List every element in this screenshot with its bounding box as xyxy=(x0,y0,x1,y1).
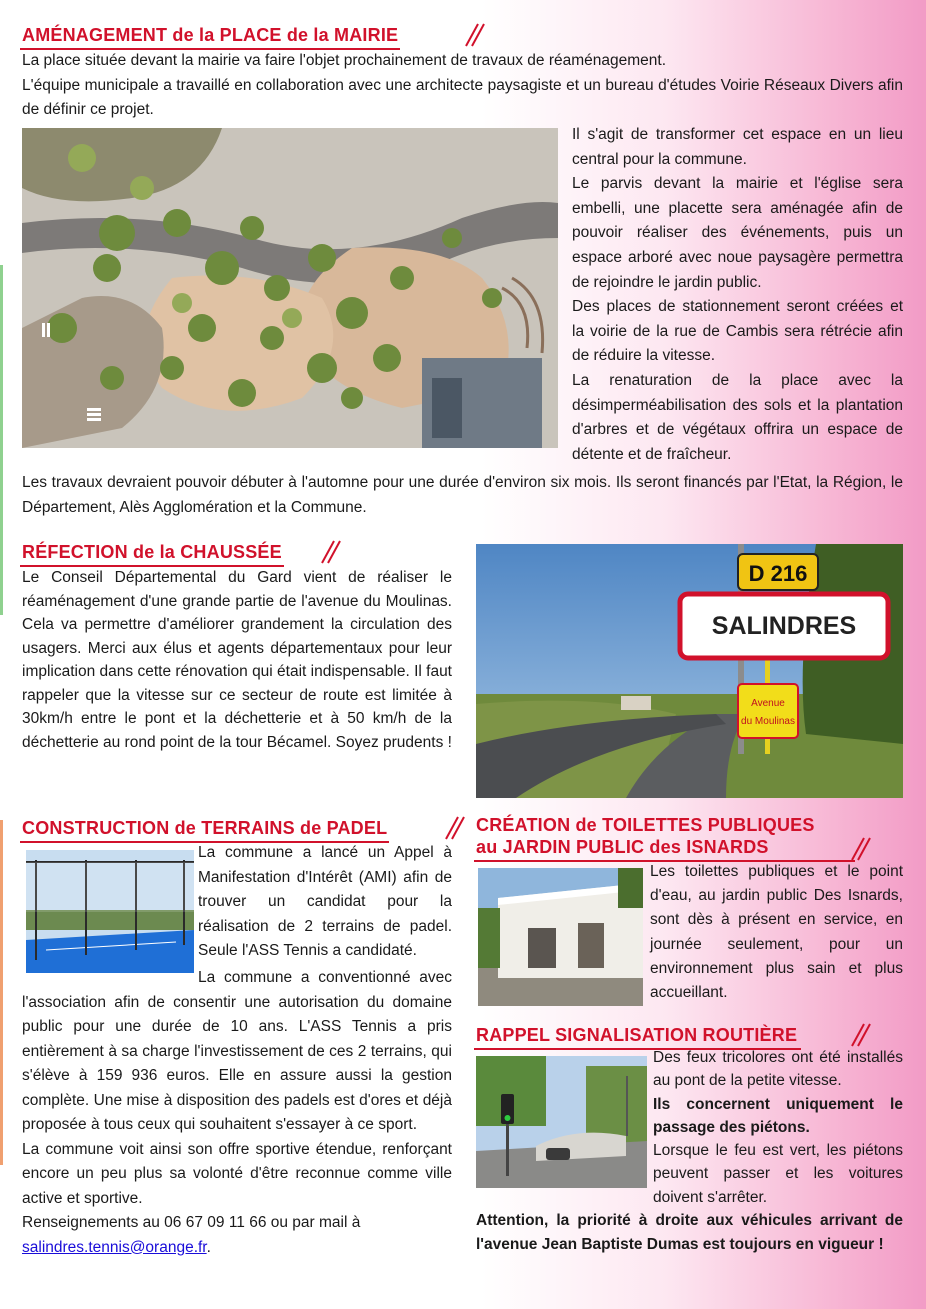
traffic-light-photo xyxy=(476,1056,647,1188)
place-plan-image xyxy=(22,128,558,448)
signalisation-p4: Attention, la priorité à droite aux véhicules arrivant de l'avenue Jean Baptiste Dumas est toujours en vigueur ! xyxy=(476,1212,903,1253)
toilettes-drawing xyxy=(478,868,643,1006)
padel-email-link[interactable]: salindres.tennis@orange.fr xyxy=(22,1238,207,1256)
place-side-p1: Il s'agit de transformer cet espace en un lieu central pour la commune. xyxy=(572,126,903,168)
signalisation-text xyxy=(653,1046,903,1209)
padel-contact-text: Renseignements au 06 67 09 11 66 ou par mail à xyxy=(22,1214,361,1231)
place-title: AMÉNAGEMENT de la PLACE de la MAIRIE xyxy=(22,25,399,45)
place-intro-line2: L'équipe municipale a travaillé en collaboration avec une architecte paysagiste et un bureau d'études Voirie Réseaux Divers afin de définir ce projet. xyxy=(22,76,903,119)
sign-road-number: D 216 xyxy=(748,561,808,586)
signalisation-title: RAPPEL SIGNALISATION ROUTIÈRE xyxy=(476,1025,798,1045)
place-outro-text: Les travaux devraient pouvoir débuter à l'automne pour une durée d'environ six mois. Ils seront financés par l'Etat, la Région, le Département, Alès Agglomération et la Commune. xyxy=(22,474,903,516)
traffic-light-drawing xyxy=(476,1056,647,1188)
chaussee-body: Le Conseil Départemental du Gard vient de réaliser le réaménagement d'une grande partie de l'avenue du Moulinas. Cela va permettre d'améliorer grandement la circulation des usagers. Merci aux élus et agents départementaux pour leur implication dans cette rénovation qui était indispensable. Il faut rappeler que la vitesse sur ce secteur de route est limitée à 30km/h entre le pont et la déchetterie et à 50 km/h de la déchetterie au rond point de la tour Bécamel. Soyez prudents ! xyxy=(22,569,452,751)
signalisation-warning xyxy=(476,1209,903,1256)
signalisation-p1: Des feux tricolores ont été installés au pont de la petite vitesse. xyxy=(653,1049,903,1090)
sign-street-line1: Avenue xyxy=(751,698,785,709)
padel-p2: La commune a conventionné avec l'association afin de consentir une autorisation du domaine public pour une durée de 10 ans. L'ASS Tennis a pris entièrement à sa charge l'investissement de ces 2 terrains, qui s'élève à 159 936 euros. Elle en assure aussi la gestion complète. Une mise à disposition des padels est d'ores et déjà proposée à tous ceux qui souhaitent s'essayer à ce sport. xyxy=(22,969,452,1133)
toilettes-text xyxy=(650,860,903,1005)
padel-p1-wrap xyxy=(198,841,452,964)
place-side-text xyxy=(572,123,903,467)
place-heading xyxy=(22,24,398,46)
padel-p2-wrap xyxy=(22,966,452,1138)
place-outro xyxy=(22,471,903,520)
left-accent-green xyxy=(0,265,3,615)
place-side-p3: Des places de stationnement seront créées et la voirie de la rue de Cambis sera rétrécie afin de réduire la vitesse. xyxy=(572,298,903,365)
road-sign-photo xyxy=(476,544,903,798)
toilettes-body: Les toilettes publiques et le point d'eau, au jardin public Des Isnards, sont dès à présent en service, en journée seulement, pour un environnement plus sain et plus accueillant. xyxy=(650,863,903,1002)
sign-street-line2: du Moulinas xyxy=(741,716,795,727)
road-sign-drawing xyxy=(476,544,903,798)
padel-p3: La commune voit ainsi son offre sportive étendue, renforçant encore un peu plus sa volonté d'être reconnue comme ville active et sportive. xyxy=(22,1140,452,1207)
padel-p1: La commune a lancé un Appel à Manifestation d'Intérêt (AMI) afin de trouver un candidat pour la réalisation de 2 terrains de padel. Seule l'ASS Tennis a candidaté. xyxy=(198,844,452,959)
aerial-plan-drawing xyxy=(22,128,558,448)
signalisation-heading xyxy=(476,1024,797,1046)
heading-slash-icon xyxy=(848,1022,872,1048)
left-accent-orange xyxy=(0,820,3,1165)
heading-slash-icon xyxy=(318,539,342,565)
sign-town-name: SALINDRES xyxy=(711,612,857,640)
signalisation-p2: Ils concernent uniquement le passage des piétons. xyxy=(653,1095,903,1136)
chaussee-title: RÉFECTION de la CHAUSSÉE xyxy=(22,542,282,562)
toilettes-heading xyxy=(476,814,815,858)
toilettes-photo xyxy=(478,868,643,1006)
place-side-p4: La renaturation de la place avec la désimperméabilisation des sols et la plantation d'arbres et de végétaux offrira un espace de détente et de fraîcheur. xyxy=(572,371,903,463)
heading-slash-icon xyxy=(462,22,486,48)
padel-text-lower xyxy=(22,966,452,1260)
padel-title: CONSTRUCTION de TERRAINS de PADEL xyxy=(22,818,388,838)
heading-slash-icon xyxy=(442,815,466,841)
signalisation-p3: Lorsque le feu est vert, les piétons peuvent passer et les voitures doivent s'arrêter. xyxy=(653,1142,903,1206)
padel-heading xyxy=(22,817,387,839)
toilettes-title-line1: CRÉATION de TOILETTES PUBLIQUES xyxy=(476,815,815,835)
heading-slash-icon xyxy=(848,836,872,862)
place-intro xyxy=(22,49,903,123)
chaussee-text xyxy=(22,566,452,754)
padel-text xyxy=(22,841,452,964)
place-side-p2: Le parvis devant la mairie et l'église sera embelli, une placette sera aménagée afin de pouvoir réaliser des événements, puis un espace arboré avec noue paysagère permettra de rejoindre le jardin public. xyxy=(572,175,903,291)
padel-email-end: . xyxy=(206,1238,211,1256)
place-intro-line1: La place située devant la mairie va faire l'objet prochainement de travaux de réaménagement. xyxy=(22,52,667,69)
padel-contact xyxy=(22,1211,452,1260)
chaussee-heading xyxy=(22,541,282,563)
toilettes-title-line2: au JARDIN PUBLIC des ISNARDS xyxy=(476,837,769,857)
